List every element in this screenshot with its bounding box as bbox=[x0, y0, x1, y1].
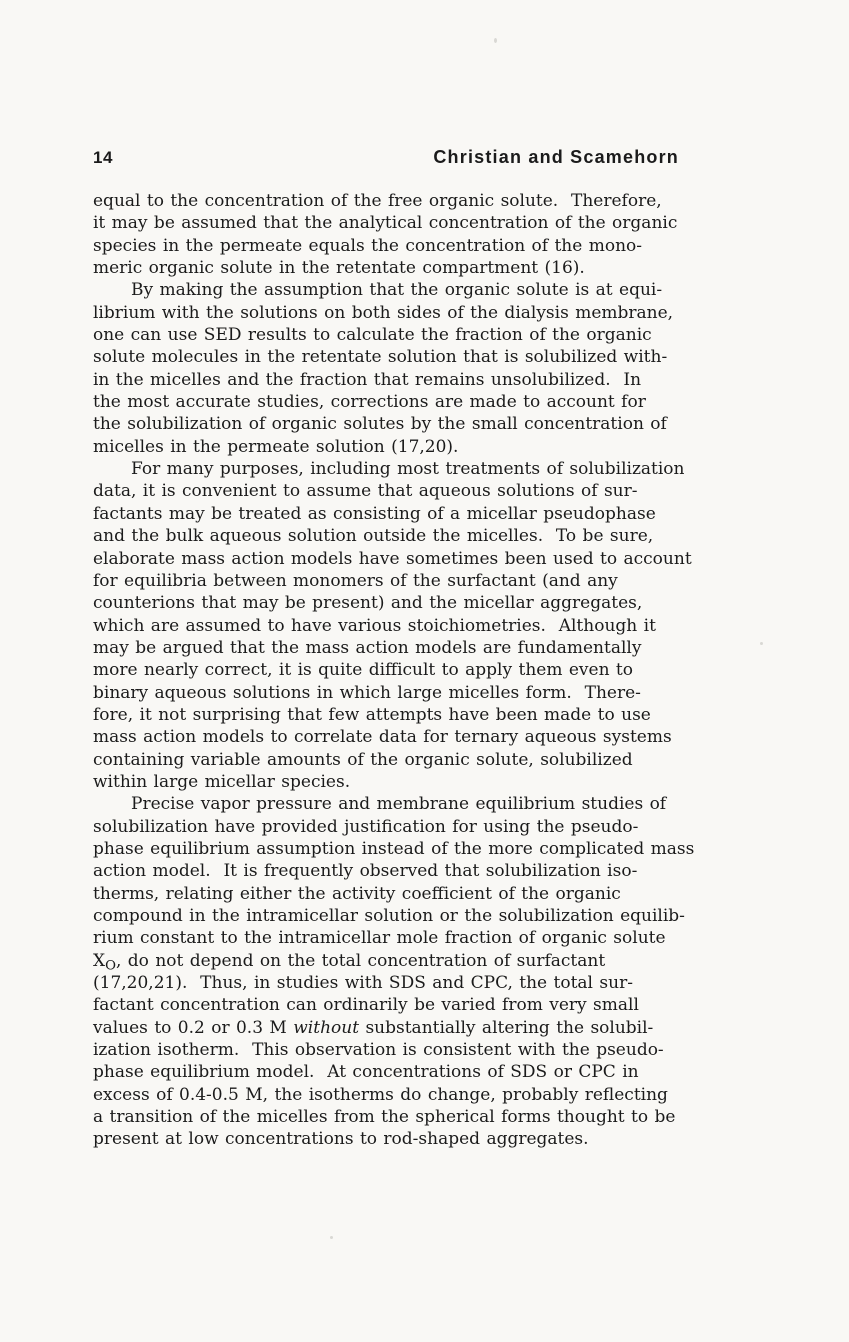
text-line: it may be assumed that the analytical concentration of the organic bbox=[93, 213, 678, 234]
text-line: librium with the solutions on both sides of the dialysis membrane, bbox=[93, 302, 674, 323]
text-line: the most accurate studies, corrections are made to account for bbox=[93, 392, 646, 413]
text-line: ization isotherm. This observation is consistent with the pseudo- bbox=[93, 1040, 664, 1061]
text-line: micelles in the permeate solution (17,20). bbox=[93, 436, 459, 457]
text-line: one can use SED results to calculate the fraction of the organic bbox=[93, 325, 652, 346]
text-line: solubilization have provided justification for using the pseudo- bbox=[93, 816, 639, 837]
text-line: binary aqueous solutions in which large micelles form. There- bbox=[93, 682, 641, 703]
page-number: 14 bbox=[93, 148, 113, 167]
body-text bbox=[93, 190, 715, 1151]
scan-speck bbox=[494, 38, 497, 43]
text-line: equal to the concentration of the free organic solute. Therefore, bbox=[93, 191, 662, 211]
text-line: present at low concentrations to rod-shaped aggregates. bbox=[93, 1129, 589, 1150]
text-line: (17,20,21). Thus, in studies with SDS and CPC, the total sur- bbox=[93, 973, 633, 994]
text-line: containing variable amounts of the organic solute, solubilized bbox=[93, 749, 633, 770]
text-line: compound in the intramicellar solution or the solubilization equilib- bbox=[93, 906, 685, 926]
text-line: meric organic solute in the retentate compartment (16). bbox=[93, 258, 585, 279]
text-line: Precise vapor pressure and membrane equilibrium studies of bbox=[131, 794, 667, 815]
running-head bbox=[93, 147, 715, 168]
text-line: therms, relating either the activity coefficient of the organic bbox=[93, 883, 621, 904]
text-line: which are assumed to have various stoichiometries. Although it bbox=[93, 615, 656, 636]
text-line: excess of 0.4-0.5 M, the isotherms do change, probably reflecting bbox=[93, 1084, 668, 1105]
text-line: counterions that may be present) and the micellar aggregates, bbox=[93, 593, 643, 614]
text-line: values to 0.2 or 0.3 M without substantially altering the solubil- bbox=[93, 1017, 654, 1038]
text-line: solute molecules in the retentate solution that is solubilized with- bbox=[93, 347, 668, 368]
scan-speck bbox=[330, 1236, 333, 1239]
text-line: the solubilization of organic solutes by the small concentration of bbox=[93, 414, 667, 435]
text-line: may be argued that the mass action models are fundamentally bbox=[93, 637, 642, 658]
running-title: Christian and Scamehorn bbox=[433, 147, 679, 167]
text-line: fore, it not surprising that few attempts have been made to use bbox=[93, 704, 651, 725]
text-line: in the micelles and the fraction that remains unsolubilized. In bbox=[93, 369, 642, 390]
text-line: phase equilibrium assumption instead of the more complicated mass bbox=[93, 838, 695, 859]
italic-text: without bbox=[293, 1017, 360, 1038]
text-line: within large micellar species. bbox=[93, 771, 351, 792]
text-line: By making the assumption that the organic solute is at equi- bbox=[131, 280, 663, 301]
text-line: phase equilibrium model. At concentrations of SDS or CPC in bbox=[93, 1062, 639, 1083]
text-line: action model. It is frequently observed that solubilization iso- bbox=[93, 861, 638, 882]
text-line: a transition of the micelles from the spherical forms thought to be bbox=[93, 1107, 676, 1128]
scan-speck bbox=[760, 642, 763, 645]
text-line: species in the permeate equals the concentration of the mono- bbox=[93, 235, 643, 256]
text-line: and the bulk aqueous solution outside the micelles. To be sure, bbox=[93, 526, 654, 547]
text-line: $X_O$, do not depend on the total concentration of surfactant bbox=[93, 950, 606, 974]
text-line: For many purposes, including most treatments of solubilization bbox=[131, 459, 685, 480]
text-line: mass action models to correlate data for ternary aqueous systems bbox=[93, 727, 672, 748]
text-line: data, it is convenient to assume that aqueous solutions of sur- bbox=[93, 481, 638, 502]
text-line: factants may be treated as consisting of a micellar pseudophase bbox=[93, 503, 656, 524]
subscript-text: O bbox=[105, 958, 116, 974]
text-line: for equilibria between monomers of the surfactant (and any bbox=[93, 570, 618, 591]
page-content bbox=[93, 147, 715, 1151]
text-line: factant concentration can ordinarily be varied from very small bbox=[93, 995, 639, 1016]
text-line: elaborate mass action models have sometimes been used to account bbox=[93, 548, 692, 569]
text-line: rium constant to the intramicellar mole fraction of organic solute bbox=[93, 928, 666, 949]
text-line: more nearly correct, it is quite difficult to apply them even to bbox=[93, 660, 633, 681]
